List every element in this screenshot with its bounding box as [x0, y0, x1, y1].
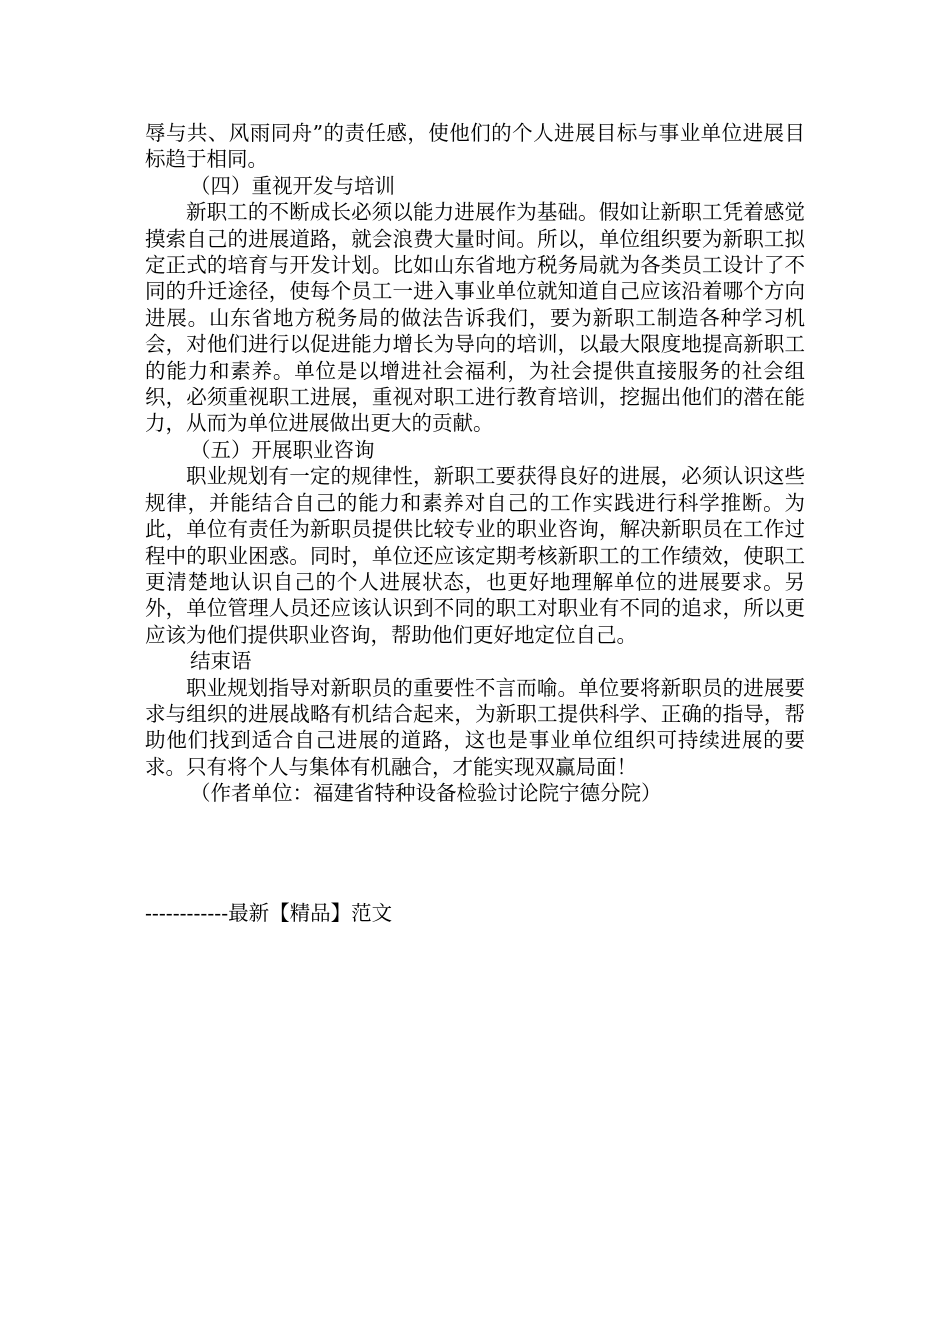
paragraph-conclusion: 职业规划指导对新职员的重要性不言而喻。单位要将新职员的进展要求与组织的进展战略有机结合起来，为新职工提供科学、正确的指导，帮助他们找到适合自己进展的道路，这也是事业单位组织可持续进展的要求。只有将个人与集体有机融合，才能实现双赢局面！ [145, 675, 805, 779]
section-heading-conclusion: 结束语 [190, 649, 252, 674]
page-footer: ------------最新【精品】范文 [145, 901, 393, 925]
paragraph-continuation: 辱与共、风雨同舟”的责任感，使他们的个人进展目标与事业单位进展目标趋于相同。 [145, 121, 805, 172]
author-affiliation: （作者单位：福建省特种设备检验讨论院宁德分院） [190, 781, 662, 806]
paragraph-consulting: 职业规划有一定的规律性，新职工要获得良好的进展，必须认识这些规律，并能结合自己的能力和素养对自己的工作实践进行科学推断。为此，单位有责任为新职员提供比较专业的职业咨询，解决新职员在工作过程中的职业困惑。同时，单位还应该定期考核新职工的工作绩效，使职工更清楚地认识自己的个人进展状态，也更好地理解单位的进展要求。另外，单位管理人员还应该认识到不同的职工对职业有不同的追求，所以更应该为他们提供职业咨询，帮助他们更好地定位自己。 [145, 464, 805, 647]
document-body [145, 120, 805, 807]
section-heading-training: （四）重视开发与培训 [190, 173, 395, 198]
section-heading-consulting: （五）开展职业咨询 [190, 437, 375, 462]
paragraph-training: 新职工的不断成长必须以能力进展作为基础。假如让新职工凭着感觉摸索自己的进展道路，就会浪费大量时间。所以，单位组织要为新职工拟定正式的培育与开发计划。比如山东省地方税务局就为各类员工设计了不同的升迁途径，使每个员工一进入事业单位就知道自己应该沿着哪个方向进展。山东省地方税务局的做法告诉我们，要为新职工制造各种学习机会，对他们进行以促进能力增长为导向的培训，以最大限度地提高新职工的能力和素养。单位是以增进社会福利，为社会提供直接服务的社会组织，必须重视职工进展，重视对职工进行教育培训，挖掘出他们的潜在能力，从而为单位进展做出更大的贡献。 [145, 200, 805, 436]
